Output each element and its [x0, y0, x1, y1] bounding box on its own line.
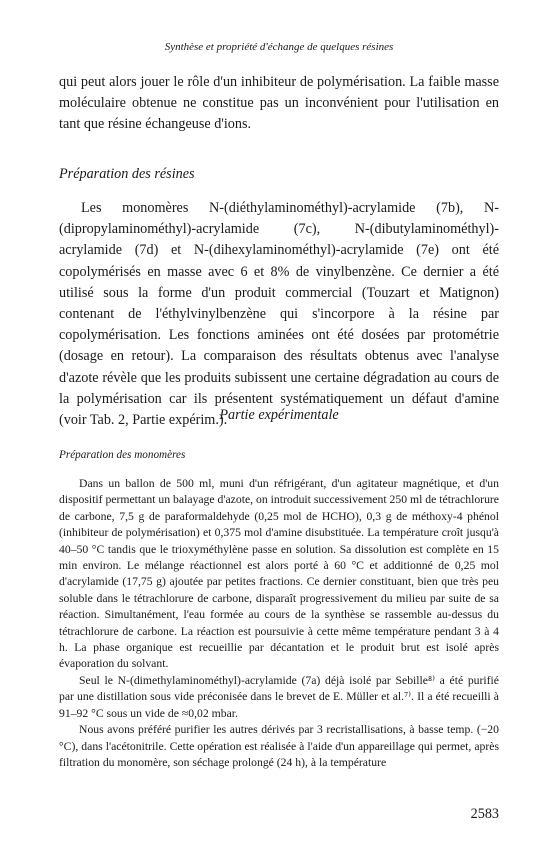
subsection-heading-preparation-monomeres: Préparation des monomères: [59, 449, 186, 461]
monomeres-paragraph-1: Dans un ballon de 500 ml, muni d'un réfrigérant, d'un agitateur magnétique, et d'un dispositif permettant un balayage d'azote, on introduit successivement 250 ml de tétrachlorure de carbone, 7,5 g de paraformaldehyde (0,25 mol de HCHO), 0,3 g de méthoxy-4 phénol (inhibiteur de polymérisation) et 0,375 mol d'amine disubstituée. La température croît jusqu'à 40–50 °C tandis que le trioxyméthylène passe en solution. Sa dissolution est complète en 15 min environ. Le mélange réactionnel est alors porté à 60 °C et additionné de 0,25 mol d'acrylamide (17,75 g) ajoutée par petites fractions. Ce dernier constituant, bien que très peu soluble dans le tétrachlorure de carbone, disparaît progressivement du milieu par suite de sa réaction. Simultanément, l'eau formée au cours de la synthèse se rassemble au-dessus du tétrachlorure de carbone. La réaction est poursuivie à cette même température pendant 3 à 4 h. La phase organique est recueillie par décantation et le produit brut est isolé après évaporation du solvant.: [59, 477, 499, 671]
intro-paragraph: qui peut alors jouer le rôle d'un inhibiteur de polymérisation. La faible masse moléculaire obtenue ne constitue pas un inconvénient pour l'utilisation en tant que résine échangeuse d'ions.: [59, 74, 499, 133]
preparation-monomeres-body: [59, 476, 499, 771]
running-header: Synthèse et propriété d'échange de quelques résines: [164, 41, 394, 53]
section-heading-partie-experimentale: Partie expérimentale: [219, 407, 339, 423]
page-number: 2583: [470, 806, 499, 822]
monomeres-paragraph-3: Nous avons préféré purifier les autres dérivés par 3 recristallisations, à basse temp. (−20 °C), dans l'acétonitrile. Cette opération est réalisée à l'aide d'un appareillage qui permet, après filtration du monomère, son séchage prolongé (24 h), à la température: [59, 723, 499, 769]
preparation-resines-paragraph: Les monomères N-(diéthylaminométhyl)-acrylamide (7b), N-(dipropylaminométhyl)-acrylamide (7c), N-(dibutylaminométhyl)-acrylamide (7d) et N-(dihexylaminométhyl)-acrylamide (7e) ont été copolymérisés en masse avec 6 et 8% de vinylbenzène. Ce dernier a été utilisé sous la forme d'un produit commercial (Touzart et Matignon) contenant de l'éthylvinylbenzène qui s'incorpore à la résine par copolymérisation. Les fonctions aminées ont été dosées par protométrie (dosage en retour). La comparaison des résultats obtenus avec l'analyse d'azote révèle que les produits subissent une certaine dégradation au cours de la polymérisation car ils présentent systématiquement un défaut d'amine (voir Tab. 2, Partie expérim.).: [59, 200, 499, 429]
monomeres-paragraph-2: Seul le N-(dimethylaminométhyl)-acrylamide (7a) déjà isolé par Sebille⁸⁾ a été purifié par une distillation sous vide préconisée dans le brevet de E. Müller et al.⁷⁾. Il a été recueilli à 91–92 °C sous un vide de ≈0,02 mbar.: [59, 673, 499, 720]
section-heading-preparation-resines: Préparation des résines: [59, 166, 195, 182]
